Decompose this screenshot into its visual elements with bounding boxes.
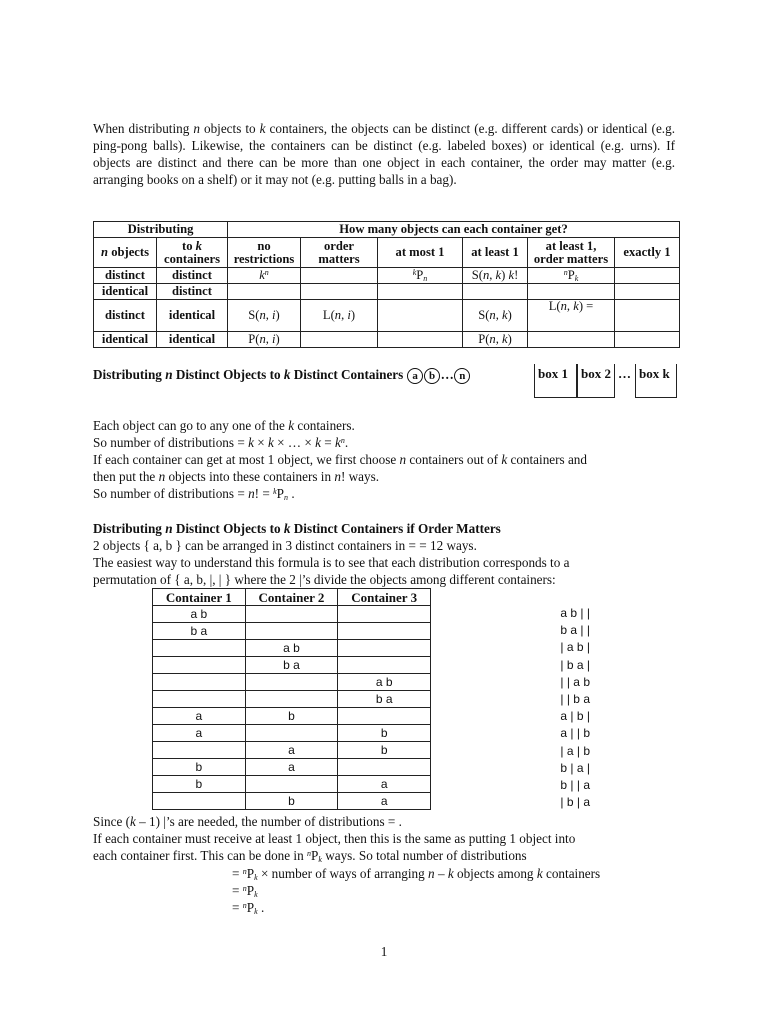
summary-row xyxy=(94,268,680,284)
distribution-cell xyxy=(245,776,338,793)
text-segment: = xyxy=(320,435,335,450)
superscript: k xyxy=(273,487,277,496)
text-segment: then put the xyxy=(93,469,159,484)
text-segment: containers xyxy=(164,251,220,266)
text-segment: ) xyxy=(507,308,512,322)
text-segment: Each object can go to any one of the xyxy=(93,418,289,433)
summary-cell xyxy=(615,332,680,348)
text-segment: n xyxy=(259,308,266,322)
table-row xyxy=(153,776,431,793)
distribution-cell xyxy=(245,623,338,640)
permutation-item: b a | | xyxy=(560,623,590,638)
superscript: n xyxy=(340,436,345,445)
distribution-cell xyxy=(153,691,246,708)
permutation-list xyxy=(480,605,590,811)
table-row xyxy=(153,759,431,776)
equation-line xyxy=(232,899,682,916)
distribution-cell xyxy=(153,793,246,810)
distribution-cell: b a xyxy=(338,691,431,708)
text-segment: P( xyxy=(478,332,490,346)
section1-line xyxy=(93,434,677,451)
text-segment: n xyxy=(158,469,166,484)
distribution-cell: a xyxy=(153,708,246,725)
text-segment: P xyxy=(246,900,255,915)
text-segment: i xyxy=(272,332,276,346)
text-segment: ways. So total number of distributions xyxy=(321,848,527,863)
distribution-cell xyxy=(338,708,431,725)
summary-cell xyxy=(378,284,463,300)
distribution-cell: b xyxy=(153,776,246,793)
summary-cell xyxy=(615,300,680,332)
text-segment: ! xyxy=(514,268,519,282)
distribution-cell xyxy=(338,657,431,674)
distribution-cell: a xyxy=(153,725,246,742)
text-segment: Distinct Containers xyxy=(290,367,407,382)
text-segment: Distinct Containers if Order Matters xyxy=(290,521,501,536)
distribution-header-cell: Container 3 xyxy=(338,589,431,606)
text-segment: Since ( xyxy=(93,814,130,829)
summary-cell xyxy=(301,332,378,348)
subscript: n xyxy=(423,274,428,283)
distribution-cell: a b xyxy=(338,674,431,691)
header-no-restrictions: no restrictions xyxy=(228,238,301,268)
distribution-cell xyxy=(338,606,431,623)
table-row xyxy=(153,606,431,623)
container-boxes xyxy=(534,364,677,398)
distribution-cell: a b xyxy=(245,640,338,657)
section2-line-3: permutation of { a, b, |, | } where the 2 |’s divide the objects among different containers: xyxy=(93,572,556,587)
text-segment: k xyxy=(501,452,508,467)
text-segment: P xyxy=(246,883,255,898)
text-segment: P xyxy=(246,866,255,881)
header-n-objects xyxy=(94,238,157,268)
superscript: n xyxy=(242,901,247,910)
permutation-item: a | | b xyxy=(560,726,590,741)
distribution-cell xyxy=(338,623,431,640)
section1-body xyxy=(93,417,677,502)
distribution-cell xyxy=(153,657,246,674)
text-segment: L( xyxy=(548,299,561,313)
text-segment: k xyxy=(502,308,508,322)
summary-cell: identical xyxy=(94,284,157,300)
text-segment: , xyxy=(495,308,502,322)
summary-cell xyxy=(528,300,615,332)
table-row xyxy=(153,742,431,759)
text-segment: P xyxy=(310,848,319,863)
text-segment: containers xyxy=(542,866,601,881)
summary-cell xyxy=(615,284,680,300)
text-segment: i xyxy=(347,308,351,322)
distribution-header-cell: Container 2 xyxy=(245,589,338,606)
table-row xyxy=(153,725,431,742)
permutation-item: | a b | xyxy=(560,640,590,655)
section2-title xyxy=(93,520,501,537)
text-segment: ) xyxy=(275,308,280,322)
header-at-least-1-order: at least 1, order matters xyxy=(528,238,615,268)
conclusion-line xyxy=(93,830,677,847)
text-segment: ) = xyxy=(578,299,594,313)
summary-cell: identical xyxy=(157,332,228,348)
text-segment: n xyxy=(489,332,496,346)
section1-line xyxy=(93,451,677,468)
section1-line xyxy=(93,417,677,434)
section1-title-text xyxy=(93,367,407,382)
summary-cell xyxy=(528,284,615,300)
header-to-k-containers xyxy=(157,238,228,268)
subscript: k xyxy=(254,890,258,899)
table-row xyxy=(153,640,431,657)
table-row xyxy=(153,708,431,725)
intro-paragraph xyxy=(93,120,675,188)
permutation-item: | a | b xyxy=(560,743,590,758)
distribution-cell: b xyxy=(338,725,431,742)
summary-cell xyxy=(528,268,615,284)
text-segment: k xyxy=(508,268,515,282)
text-segment: n xyxy=(193,121,200,136)
summary-cell xyxy=(228,284,301,300)
section1-title xyxy=(93,366,471,384)
text-segment: , xyxy=(341,308,348,322)
section2-intro xyxy=(93,537,677,588)
text-segment: Distinct Objects to xyxy=(172,521,284,536)
text-segment: When distributing xyxy=(93,121,194,136)
text-segment: ) xyxy=(350,308,356,322)
distribution-cell: a xyxy=(338,793,431,810)
subscript: n xyxy=(284,493,289,502)
distribution-cell: b a xyxy=(245,657,338,674)
distribution-cell xyxy=(153,674,246,691)
header-how-many: How many objects can each container get? xyxy=(228,222,680,238)
box-k: box k xyxy=(635,364,677,398)
text-segment: k xyxy=(495,268,502,282)
text-segment: Distributing xyxy=(93,521,166,536)
distribution-cell: a xyxy=(245,759,338,776)
text-segment: each container first. This can be done in xyxy=(93,848,307,863)
summary-row xyxy=(94,332,680,348)
superscript: n xyxy=(306,849,311,858)
text-segment: So number of distributions = xyxy=(93,435,249,450)
text-segment: S( xyxy=(478,308,490,322)
section2-line-1: 2 objects { a, b } can be arranged in 3 distinct containers in = = 12 ways. xyxy=(93,538,477,553)
distribution-cell: a xyxy=(245,742,338,759)
text-segment: k xyxy=(573,299,579,313)
text-segment: S( xyxy=(471,268,483,282)
table-row xyxy=(153,623,431,640)
summary-cell xyxy=(463,268,528,284)
permutation-item: | b | a xyxy=(560,795,590,810)
superscript: n xyxy=(264,268,269,277)
text-segment: × number of ways of arranging xyxy=(257,866,429,881)
distribution-header-cell: Container 1 xyxy=(153,589,246,606)
container-circles xyxy=(407,367,471,382)
distribution-cell xyxy=(153,640,246,657)
text-segment: n xyxy=(334,469,341,484)
distribution-cell xyxy=(245,725,338,742)
summary-cell: distinct xyxy=(157,268,228,284)
text-segment: Distinct Objects to xyxy=(172,367,284,382)
text-segment: , xyxy=(265,308,273,322)
superscript: n xyxy=(242,867,247,876)
equation-line xyxy=(232,865,682,882)
text-segment: So number of distributions = xyxy=(93,486,249,501)
header-exactly-1: exactly 1 xyxy=(615,238,680,268)
text-segment: k xyxy=(536,866,543,881)
text-segment: containers. xyxy=(294,418,355,433)
text-segment: L( xyxy=(322,308,335,322)
summary-row xyxy=(94,284,680,300)
text-segment: containers and xyxy=(507,452,587,467)
text-segment: i xyxy=(272,308,276,322)
summary-cell: distinct xyxy=(94,300,157,332)
text-segment: ) xyxy=(507,332,512,346)
text-segment: objects among xyxy=(453,866,537,881)
table-row xyxy=(153,674,431,691)
summary-cell xyxy=(301,268,378,284)
section1-line xyxy=(93,468,677,485)
text-segment: objects into these containers in xyxy=(165,469,335,484)
text-segment: , xyxy=(489,268,496,282)
box-dots: … xyxy=(618,366,631,381)
distribution-cell xyxy=(338,759,431,776)
text-segment: n xyxy=(560,299,567,313)
summary-cell: identical xyxy=(157,300,228,332)
permutation-item: b | a | xyxy=(560,760,590,775)
summary-header-row-1 xyxy=(94,222,680,238)
distribution-cell: b xyxy=(245,708,338,725)
summary-cell xyxy=(378,300,463,332)
container-circle-icon: b xyxy=(424,368,440,384)
text-segment: × … × xyxy=(273,435,316,450)
equation-line xyxy=(232,882,682,899)
summary-cell xyxy=(228,268,301,284)
text-segment: n xyxy=(489,308,496,322)
summary-cell: distinct xyxy=(157,284,228,300)
text-segment: , xyxy=(495,332,502,346)
text-segment: = xyxy=(232,900,243,915)
table-row xyxy=(153,793,431,810)
text-segment: , xyxy=(265,332,273,346)
text-segment: n xyxy=(428,866,435,881)
summary-cell xyxy=(228,300,301,332)
container-circle-icon: a xyxy=(407,368,423,384)
text-segment: k xyxy=(130,814,136,829)
subscript: k xyxy=(574,274,579,283)
superscript: n xyxy=(563,268,568,277)
text-segment: n xyxy=(165,367,173,382)
text-segment: P( xyxy=(248,332,260,346)
text-segment: ) xyxy=(275,332,280,346)
text-segment: k xyxy=(315,435,321,450)
permutation-item: b | | a xyxy=(560,778,590,793)
permutation-item: a b | | xyxy=(560,606,590,620)
distribution-summary-table xyxy=(93,221,680,348)
table-row xyxy=(153,657,431,674)
text-segment: objects xyxy=(108,245,149,259)
text-segment: If each container must receive at least 1 object, then this is the same as putting 1 object into xyxy=(93,831,576,846)
text-segment: × xyxy=(253,435,268,450)
text-segment: n xyxy=(165,521,173,536)
text-segment: . xyxy=(344,435,349,450)
text-segment: P xyxy=(416,268,424,282)
subscript: k xyxy=(254,873,258,882)
text-segment: n xyxy=(101,245,109,259)
text-segment: ) xyxy=(501,268,509,282)
text-segment: k xyxy=(267,435,274,450)
header-at-least-1: at least 1 xyxy=(463,238,528,268)
superscript: n xyxy=(242,884,247,893)
summary-cell: distinct xyxy=(94,268,157,284)
text-segment: k xyxy=(447,866,454,881)
summary-row xyxy=(94,300,680,332)
text-segment: – 1) |’s are needed, the number of distributions = . xyxy=(135,814,402,829)
text-segment: If each container can get at most 1 object, we first choose xyxy=(93,452,400,467)
permutation-item: a | b | xyxy=(560,709,590,724)
text-segment: n xyxy=(248,486,255,501)
distribution-cell xyxy=(245,606,338,623)
header-distributing: Distributing xyxy=(94,222,228,238)
text-segment: n xyxy=(482,268,490,282)
distribution-table-header xyxy=(153,589,431,606)
summary-cell xyxy=(463,332,528,348)
distribution-cell xyxy=(245,674,338,691)
text-segment: Distributing xyxy=(93,367,166,382)
text-segment: = xyxy=(232,866,243,881)
permutation-item: | b a | xyxy=(560,657,590,672)
permutation-item: | | a b xyxy=(560,674,590,689)
box-1: box 1 xyxy=(534,364,577,398)
text-segment: objects to xyxy=(199,121,260,136)
text-segment: containers, the objects can be distinct (e.g. different cards) or identical (e.g. ping-pong balls). Likewise, the containers can be distinct (e.g. labeled boxes) or identical (e.g. urns). If objects are distinct and there can be more than one object in each container, the order may matter (e.g. arranging books on a shelf) or it may not (e.g. putting balls in a bag). xyxy=(93,121,675,187)
summary-cell xyxy=(463,300,528,332)
distribution-cell: a b xyxy=(153,606,246,623)
section2-equations xyxy=(232,865,682,916)
distribution-cell: b xyxy=(338,742,431,759)
subscript: k xyxy=(318,855,322,864)
text-segment: ! ways. xyxy=(340,469,380,484)
text-segment: k xyxy=(288,418,295,433)
summary-cell: identical xyxy=(94,332,157,348)
distribution-cell: b a xyxy=(153,623,246,640)
circle-ellipsis: … xyxy=(440,367,454,382)
text-segment: k xyxy=(195,238,202,253)
text-segment: – xyxy=(434,866,448,881)
subscript: k xyxy=(254,907,258,916)
text-segment: to xyxy=(182,238,196,253)
text-segment: n xyxy=(399,452,407,467)
section2-line-2: The easiest way to understand this formula is to see that each distribution corresponds to a xyxy=(93,555,570,570)
permutation-item: | | b a xyxy=(560,692,590,707)
text-segment: n xyxy=(259,332,266,346)
summary-cell xyxy=(301,300,378,332)
distribution-cell xyxy=(338,640,431,657)
text-segment: P xyxy=(276,486,285,501)
text-segment: P xyxy=(567,268,575,282)
text-segment: ! = xyxy=(254,486,274,501)
distribution-cell: a xyxy=(338,776,431,793)
section1-line xyxy=(93,485,677,502)
box-2: box 2 xyxy=(577,364,615,398)
text-segment: k xyxy=(283,521,291,536)
text-segment: . xyxy=(257,900,265,915)
text-segment: k xyxy=(259,268,265,282)
distribution-cell xyxy=(153,742,246,759)
text-segment: k xyxy=(259,121,266,136)
header-at-most-1: at most 1 xyxy=(378,238,463,268)
text-segment: k xyxy=(283,367,291,382)
distribution-cell: b xyxy=(245,793,338,810)
text-segment: S( xyxy=(248,308,260,322)
distribution-cell: b xyxy=(153,759,246,776)
container-circle-icon: n xyxy=(454,368,470,384)
distribution-table xyxy=(152,588,431,810)
summary-cell xyxy=(378,268,463,284)
summary-cell xyxy=(228,332,301,348)
summary-header-row-2 xyxy=(94,238,680,268)
summary-cell xyxy=(463,284,528,300)
text-segment: . xyxy=(288,486,295,501)
table-row xyxy=(153,691,431,708)
text-segment: k xyxy=(334,435,341,450)
conclusion-line xyxy=(93,813,677,830)
summary-cell xyxy=(378,332,463,348)
text-segment: n xyxy=(334,308,342,322)
text-segment: containers out of xyxy=(406,452,502,467)
text-segment: k xyxy=(502,332,508,346)
header-order-matters: order matters xyxy=(301,238,378,268)
summary-cell xyxy=(528,332,615,348)
distribution-table-body xyxy=(153,606,431,810)
summary-cell xyxy=(301,284,378,300)
distribution-cell xyxy=(245,691,338,708)
summary-body xyxy=(94,268,680,348)
text-segment: , xyxy=(566,299,574,313)
summary-cell xyxy=(615,268,680,284)
section2-conclusion xyxy=(93,813,677,864)
conclusion-line xyxy=(93,847,677,864)
superscript: k xyxy=(412,268,417,277)
text-segment: k xyxy=(248,435,254,450)
text-segment: = xyxy=(232,883,243,898)
page-number: 1 xyxy=(380,944,388,959)
